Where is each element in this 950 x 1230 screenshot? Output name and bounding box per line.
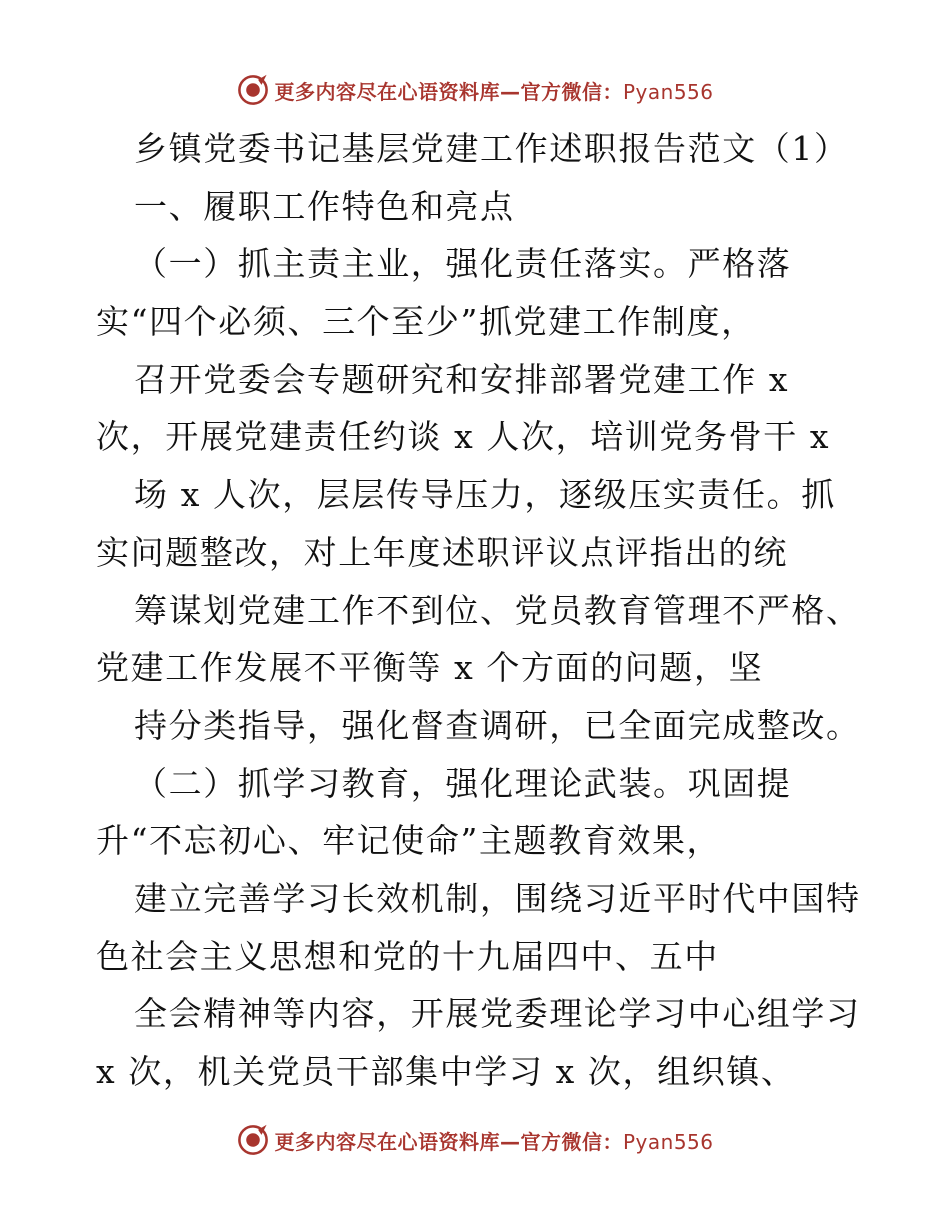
watermark-text: 更多内容尽在心语资料库—官方微信：Pyan556: [274, 1129, 714, 1154]
document-title: 乡镇党委书记基层党建工作述职报告范文（1）: [134, 129, 849, 168]
text-line: 党建工作发展不平衡等 x 个方面的问题，坚: [96, 648, 764, 688]
text-line: 持分类指导，强化督查调研，已全面完成整改。: [134, 705, 861, 745]
text-line: 实“四个必须、三个至少”抓党建工作制度，: [96, 302, 756, 342]
text-line: 全会精神等内容，开展党委理论学习中心组学习: [134, 994, 861, 1034]
watermark-text: 更多内容尽在心语资料库—官方微信：Pyan556: [274, 79, 714, 104]
text-line: 实问题整改，对上年度述职评议点评指出的统: [96, 532, 788, 572]
text-line: x 次，机关党员干部集中学习 x 次，组织镇、: [96, 1052, 796, 1091]
text-line: （一）抓主责主业，强化责任落实。严格落: [134, 244, 792, 284]
text-line: 建立完善学习长效机制，围绕习近平时代中国特: [134, 878, 861, 918]
logo-icon: [236, 1123, 270, 1157]
text-line: 召开党委会专题研究和安排部署党建工作 x: [134, 359, 790, 399]
text-line: 筹谋划党建工作不到位、党员教育管理不严格、: [134, 590, 861, 630]
text-line: 次，开展党建责任约谈 x 人次，培训党务骨干 x: [96, 417, 831, 457]
logo-icon: [236, 73, 270, 107]
watermark-banner-bottom: [0, 1120, 950, 1160]
section-heading: 一、履职工作特色和亮点: [134, 186, 515, 226]
text-line: 升“不忘初心、牢记使命”主题教育效果，: [96, 821, 722, 861]
watermark-banner-top: [0, 70, 950, 110]
document-body: [96, 120, 876, 1101]
text-line: 场 x 人次，层层传导压力，逐级压实责任。抓: [134, 475, 836, 515]
text-line: （二）抓学习教育，强化理论武装。巩固提: [134, 763, 792, 803]
text-line: 色社会主义思想和党的十九届四中、五中: [96, 936, 719, 976]
